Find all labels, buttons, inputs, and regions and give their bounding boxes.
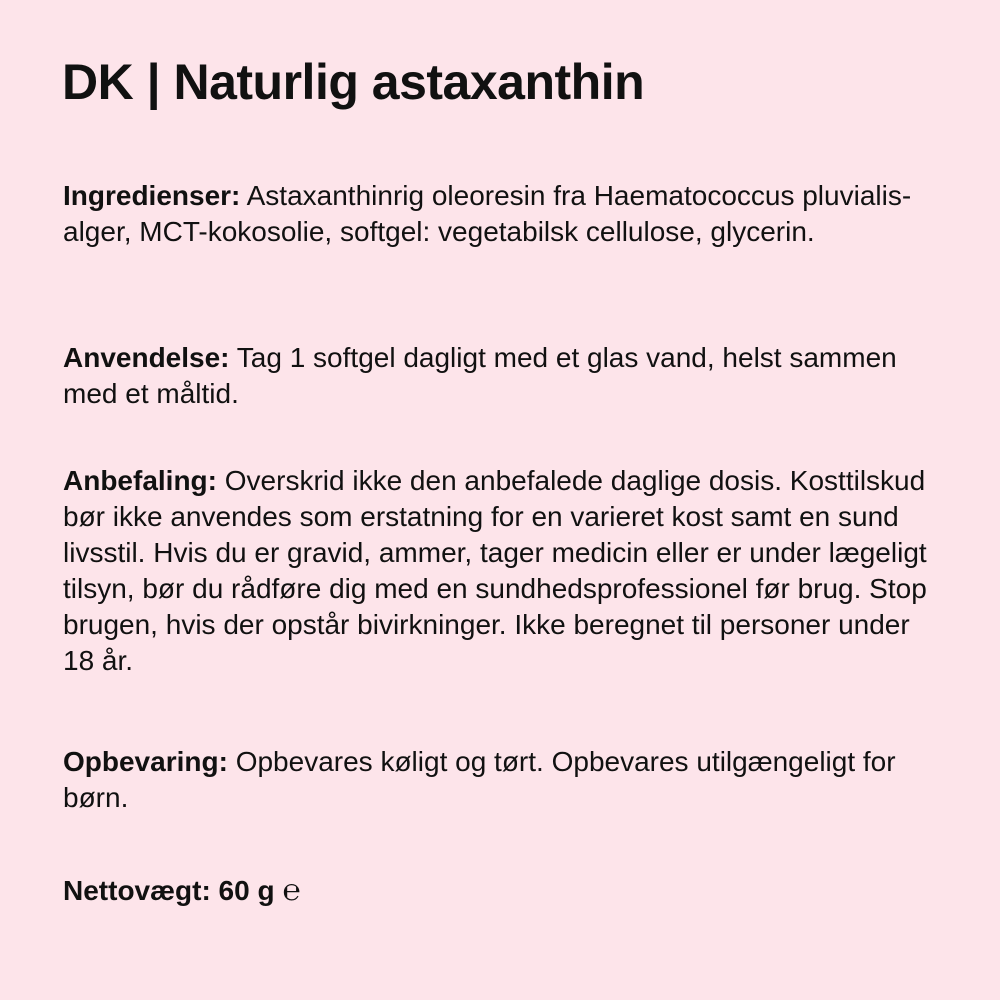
recommendation-text: Overskrid ikke den anbefalede daglige dosis. Kosttilskud bør ikke anvendes som erstatning for en varieret kost samt en sund livsstil. Hvis du er gravid, ammer, tager medicin eller er under lægeligt tilsyn, bør du rådføre dig med en sundhedsprofessionel før brug. Stop brugen, hvis der opstår bivirkninger. Ikke beregnet til personer under 18 år. <box>63 465 927 676</box>
storage-section <box>63 744 943 816</box>
estimated-sign-icon: ℮ <box>282 873 301 908</box>
usage-text: Tag 1 softgel dagligt med et glas vand, helst sammen med et måltid. <box>63 342 897 409</box>
storage-label: Opbevaring: <box>63 746 228 777</box>
usage-label: Anvendelse: <box>63 342 230 373</box>
ingredients-text: Astaxanthinrig oleoresin fra Haematococcus pluvialis-alger, MCT-kokosolie, softgel: vegetabilsk cellulose, glycerin. <box>63 180 912 247</box>
ingredients-label: Ingredienser: <box>63 180 241 211</box>
storage-text: Opbevares køligt og tørt. Opbevares utilgængeligt for børn. <box>63 746 896 813</box>
page-title: DK | Naturlig astaxanthin <box>62 54 645 110</box>
recommendation-label: Anbefaling: <box>63 465 217 496</box>
recommendation-section <box>63 463 943 679</box>
ingredients-section <box>63 178 943 250</box>
usage-section <box>63 340 943 412</box>
net-weight <box>63 873 301 909</box>
net-weight-text: Nettovægt: 60 g <box>63 875 275 906</box>
